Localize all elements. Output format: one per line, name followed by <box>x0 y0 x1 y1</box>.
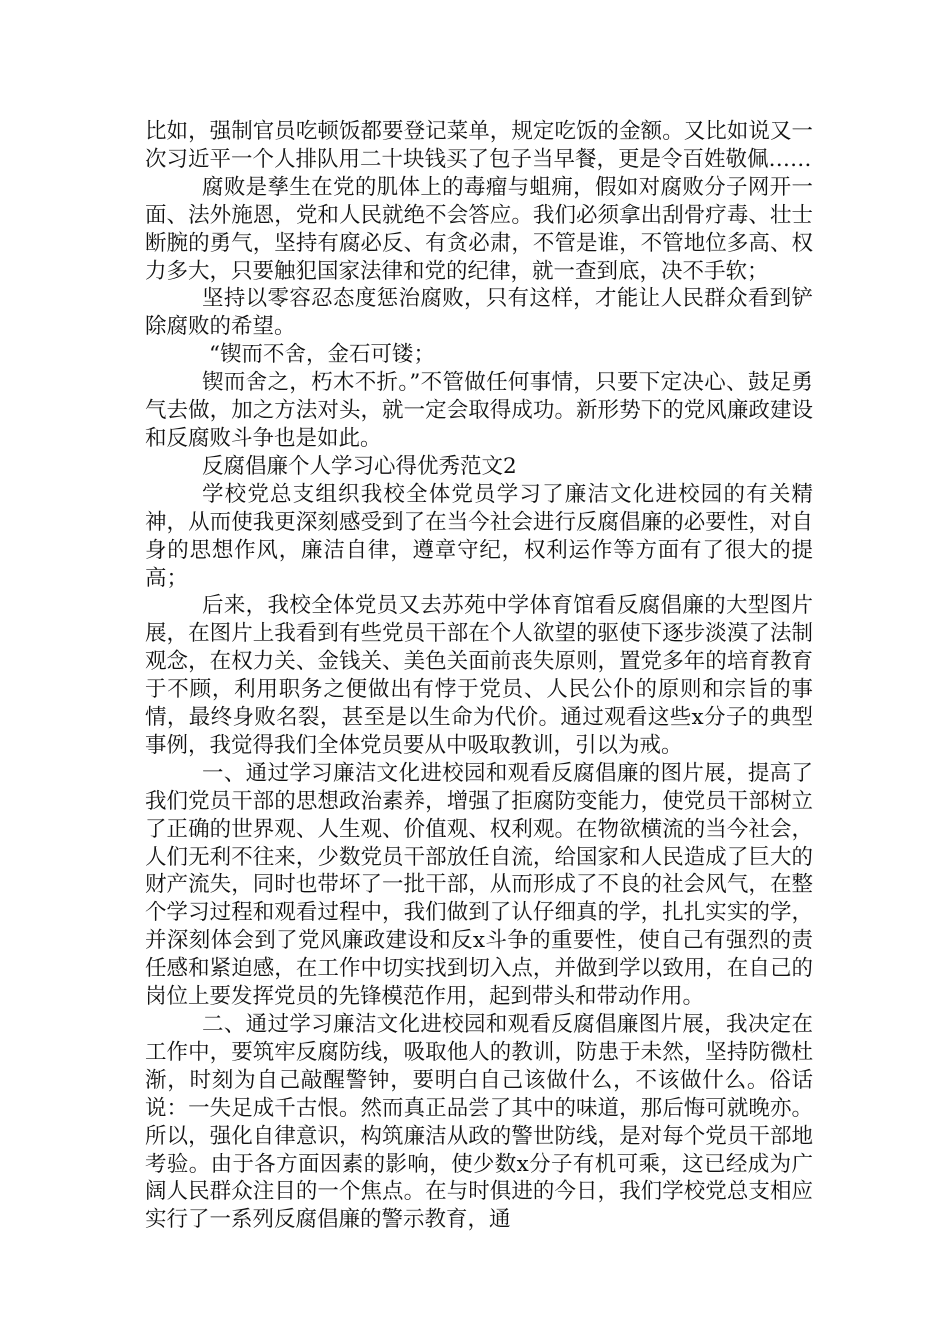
paragraph-3: 坚持以零容忍态度惩治腐败，只有这样，才能让人民群众看到铲除腐败的希望。 <box>145 286 813 340</box>
paragraph-5: 学校党总支组织我校全体党员学习了廉洁文化进校园的有关精神，从而使我更深刻感受到了在当今社会进行反腐倡廉的必要性，对自身的思想作风，廉洁自律，遵章守纪，权利运作等方面有了很大的提高； <box>145 481 813 591</box>
document-body <box>145 118 813 1234</box>
paragraph-1: 比如，强制官员吃顿饭都要登记菜单，规定吃饭的金额。又比如说又一次习近平一个人排队用二十块钱买了包子当早餐，更是令百姓敬佩…… <box>145 119 813 172</box>
paragraph-6: 后来，我校全体党员又去苏苑中学体育馆看反腐倡廉的大型图片展，在图片上我看到有些党员干部在个人欲望的驱使下逐步淡漠了法制观念，在权力关、金钱关、美色关面前丧失原则，置党多年的培育教育于不顾，利用职务之便做出有悖于党员、人民公仆的原则和宗旨的事情，最终身败名裂，甚至是以生命为代价。通过观看这些x分子的典型事例，我觉得我们全体党员要从中吸取教训，引以为戒。 <box>145 593 813 758</box>
paragraph-4: 锲而舍之，朽木不折。”不管做任何事情，只要下定决心、鼓足勇气去做，加之方法对头，就一定会取得成功。新形势下的党风廉政建设和反腐败斗争也是如此。 <box>145 370 813 451</box>
section-heading: 反腐倡廉个人学习心得优秀范文2 <box>202 453 517 479</box>
paragraph-8: 二、通过学习廉洁文化进校园和观看反腐倡廉图片展，我决定在工作中，要筑牢反腐防线，吸取他人的教训，防患于未然，坚持防微杜渐，时刻为自己敲醒警钟，要明白自己该做什么，不该做什么。俗话说：一失足成千古恨。然而真正品尝了其中的味道，那后悔可就晚亦。所以，强化自律意识，构筑廉洁从政的警世防线，是对每个党员干部地考验。由于各方面因素的影响，使少数x分子有机可乘，这已经成为广阔人民群众注目的一个焦点。在与时俱进的今日，我们学校党总支相应实行了一系列反腐倡廉的警示教育，通 <box>145 1012 813 1233</box>
quote-line: “锲而不舍，金石可镂； <box>209 342 435 368</box>
paragraph-7: 一、通过学习廉洁文化进校园和观看反腐倡廉的图片展，提高了我们党员干部的思想政治素养，增强了拒腐防变能力，使党员干部树立了正确的世界观、人生观、价值观、权利观。在物欲横流的当今社会，人们无利不往来，少数党员干部放任自流，给国家和人民造成了巨大的财产流失，同时也带坏了一批干部，从而形成了不良的社会风气，在整个学习过程和观看过程中，我们做到了认仔细真的学，扎扎实实的学，并深刻体会到了党风廉政建设和反x斗争的重要性，使自己有强烈的责任感和紧迫感，在工作中切实找到切入点，并做到学以致用，在自己的岗位上要发挥党员的先锋模范作用，起到带头和带动作用。 <box>145 760 813 1010</box>
paragraph-2: 腐败是孳生在党的肌体上的毒瘤与蛆痈，假如对腐败分子网开一面、法外施恩，党和人民就绝不会答应。我们必须拿出刮骨疗毒、壮士断腕的勇气，坚持有腐必反、有贪必肃，不管是谁，不管地位多高、权力多大，只要触犯国家法律和党的纪律，就一查到底，决不手软； <box>145 174 813 284</box>
